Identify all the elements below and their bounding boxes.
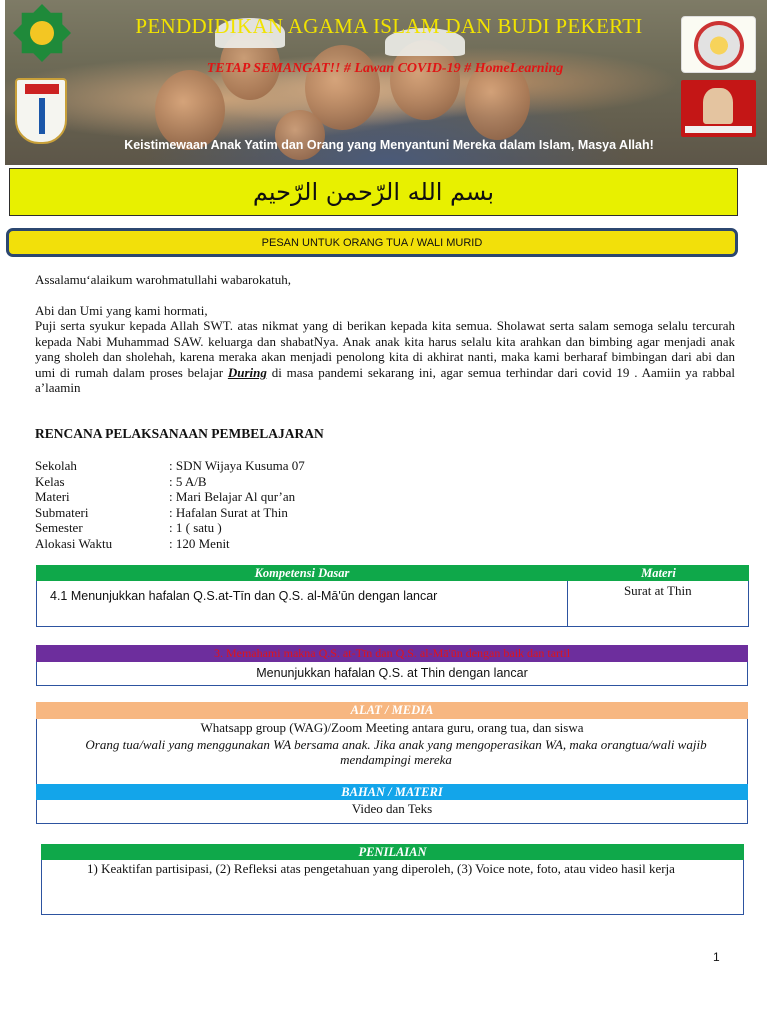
- info-label: Alokasi Waktu: [35, 535, 113, 551]
- school-info-table: [35, 458, 469, 551]
- page-number: 1: [713, 950, 720, 964]
- alat-media-table: [36, 702, 748, 785]
- info-value: : 5 A/B: [169, 473, 207, 489]
- greeting-text: Assalamu‘alaikum warohmatullahi wabarokatuh,: [35, 272, 291, 287]
- photo-child-face: [275, 110, 325, 160]
- info-row: [35, 458, 469, 474]
- paragraph-part: di masa pandemi sekarang ini, agar semua terhindar dari covid 19 . Aamiin ya rabbal a’laamin: [35, 364, 735, 395]
- banner-subtitle: TETAP SEMANGAT!! # Lawan COVID-19 # HomeLearning: [206, 61, 564, 76]
- banner-caption: Keistimewaan Anak Yatim dan Orang yang Menyantuni Mereka dalam Islam, Masya Allah!: [124, 138, 654, 152]
- info-value: : 120 Menit: [169, 535, 230, 551]
- info-value: : Hafalan Surat at Thin: [169, 504, 288, 520]
- message-header: PESAN UNTUK ORANG TUA / WALI MURID: [6, 228, 738, 257]
- info-label: Kelas: [35, 473, 65, 489]
- info-row: [35, 520, 469, 536]
- letter-paragraph: [35, 318, 735, 396]
- paragraph-emphasis: During: [227, 364, 267, 380]
- dki-jakarta-logo-icon: [15, 78, 67, 144]
- salutation-text: Abi dan Umi yang kami hormati,: [35, 303, 208, 318]
- info-row: [35, 474, 469, 490]
- alat-media-header: ALAT / MEDIA: [36, 702, 748, 719]
- indikator-table: [36, 645, 748, 686]
- penilaian-cell: 1) Keaktifan partisipasi, (2) Refleksi atas pengetahuan yang diperoleh, (3) Voice note, foto, atau video hasil kerja: [41, 860, 744, 915]
- info-value: : Mari Belajar Al qur’an: [169, 489, 296, 504]
- info-row: [35, 536, 469, 552]
- bismillah-box: بسم الله الرّحمن الرّحيم: [9, 168, 738, 216]
- info-label: Sekolah: [35, 458, 77, 473]
- indikator-header: 3. Memahami makna Q.S. at-Tīn dan Q.S. al-Mā'ūn dengan baik dan tartil: [36, 645, 748, 662]
- kompetensi-header-row: [36, 565, 749, 581]
- info-row: [35, 505, 469, 521]
- info-label: Materi: [35, 489, 70, 504]
- paragraph-part: Puji serta syukur kepada Allah SWT. atas nikmat yang di berikan kepada kita semua. Sholawat serta salam semoga selalu tercurah kepada Nabi Muhammad SAW. keluarga dan shabatNya. Anak anak kita harus selalu kita arahkan dan bimbing agar menjadi anak yang sholeh dan sholehah, karena meraka akan menjadi penolong kita di akhirat nanti, maka kami berharaf bimbingan dari abi dan umi di rumah dalam proses belajar: [35, 318, 735, 380]
- penilaian-table: [41, 844, 744, 915]
- alat-media-line: Whatsapp group (WAG)/Zoom Meeting antara guru, orang tua, dan siswa: [200, 720, 584, 735]
- info-label: Submateri: [35, 504, 89, 520]
- teacher-photo-badge-icon: [681, 80, 756, 137]
- rpp-title: RENCANA PELAKSANAAN PEMBELAJARAN: [35, 426, 324, 441]
- kompetensi-cell: 4.1 Menunjukkan hafalan Q.S.at-Tīn dan Q.S. al-Mā'ūn dengan lancar: [37, 581, 568, 626]
- indikator-cell: Menunjukkan hafalan Q.S. at Thin dengan lancar: [36, 662, 748, 686]
- kompetensi-header: Kompetensi Dasar: [254, 566, 350, 580]
- kemenag-logo-icon: [13, 4, 71, 62]
- header-banner: [5, 0, 767, 165]
- info-value: : 1 ( satu ): [169, 520, 222, 535]
- bahan-materi-header: BAHAN / MATERI: [36, 784, 748, 800]
- info-label: Semester: [35, 520, 83, 535]
- school-emblem-icon: [681, 16, 756, 73]
- penilaian-header: PENILAIAN: [41, 844, 744, 860]
- alat-media-cell: [36, 719, 748, 785]
- materi-header: Materi: [641, 566, 676, 580]
- materi-cell: Surat at Thin: [623, 583, 692, 598]
- kompetensi-body-row: [36, 581, 749, 627]
- info-row: [35, 489, 469, 505]
- banner-title: PENDDIDIKAN AGAMA ISLAM DAN BUDI PEKERTI: [135, 14, 643, 38]
- alat-media-note: Orang tua/wali yang menggunakan WA bersama anak. Jika anak yang mengoperasikan WA, maka orangtua/wali wajib mendampingi mereka: [85, 737, 707, 767]
- info-value: : SDN Wijaya Kusuma 07: [169, 458, 305, 473]
- bahan-materi-table: [36, 784, 748, 824]
- bahan-materi-cell: Video dan Teks: [36, 800, 748, 824]
- kompetensi-table: [36, 565, 749, 627]
